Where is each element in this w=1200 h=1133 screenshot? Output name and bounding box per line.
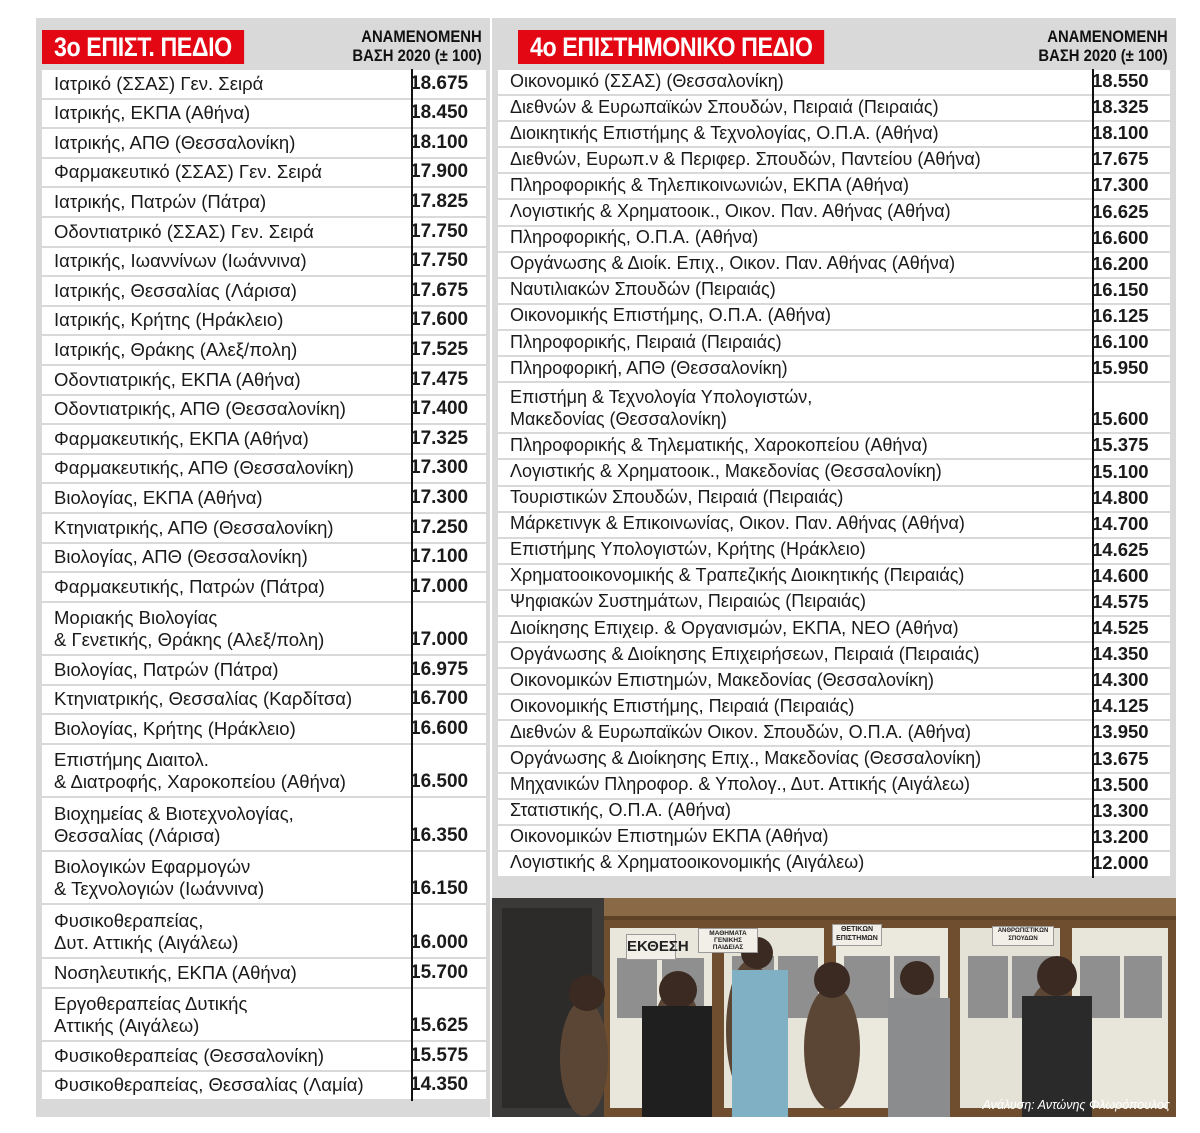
- left-header-line2: ΒΑΣΗ 2020 (± 100): [352, 47, 482, 65]
- program-name: Ιατρικής, Κρήτης (Ηράκλειο): [54, 309, 284, 331]
- table-row: [42, 798, 486, 850]
- sign-ekthesi: ΕΚΘΕΣΗ: [626, 934, 676, 960]
- program-name: Ιατρικής, Πατρών (Πάτρα): [54, 190, 267, 212]
- program-name: Μοριακής Βιολογίας & Γενετικής, Θράκης (Αλεξ/πολη): [54, 607, 325, 651]
- table-row: [498, 747, 1170, 771]
- expected-base-score: 17.825: [410, 190, 469, 212]
- expected-base-score: 17.600: [410, 309, 469, 331]
- sign-mathimata: ΜΑΘΗΜΑΤΑ ΓΕΝΙΚΗΣ ΠΑΙΔΕΙΑΣ: [698, 928, 758, 953]
- table-row: [42, 455, 486, 483]
- table-row: [42, 603, 486, 655]
- program-name: Διεθνών & Ευρωπαϊκών Οικον. Σπουδών, Ο.Π.Α. (Αθήνα): [510, 721, 971, 742]
- program-name: Διεθνών & Ευρωπαϊκών Σπουδών, Πειραιά (Πειραιάς): [510, 96, 939, 117]
- program-name: Ναυτιλιακών Σπουδών (Πειραιάς): [510, 279, 776, 300]
- program-name: Λογιστικής & Χρηματοοικ., Μακεδονίας (Θεσσαλονίκη): [510, 461, 942, 481]
- program-name: Διοικητικής Επιστήμης & Τεχνολογίας, Ο.Π.Α. (Αθήνα): [510, 122, 939, 143]
- table-row: [42, 1042, 486, 1070]
- expected-base-score: 17.525: [410, 338, 469, 360]
- program-name: Οδοντιατρικής, ΑΠΘ (Θεσσαλονίκη): [54, 398, 346, 420]
- table-row: [498, 305, 1170, 329]
- program-name: Οικονομικών Επιστημών, Μακεδονίας (Θεσσαλονίκη): [510, 669, 935, 690]
- expected-base-score: 16.000: [410, 931, 469, 953]
- table-row: [498, 669, 1170, 693]
- program-name: Βιολογίας, ΕΚΠΑ (Αθήνα): [54, 486, 263, 508]
- expected-base-score: 17.000: [410, 575, 469, 597]
- table-row: [42, 336, 486, 364]
- sign-thetikon: ΘΕΤΙΚΩΝ ΕΠΙΣΤΗΜΩΝ: [832, 924, 882, 946]
- expected-base-score: 17.000: [410, 629, 469, 651]
- table-row: [42, 277, 486, 305]
- table-row: [42, 959, 486, 987]
- right-header-line1: ΑΝΑΜΕΝΟΜΕΝΗ: [1047, 28, 1168, 46]
- table-row: [42, 745, 486, 797]
- program-name: Πληροφορικής & Τηλεπικοινωνιών, ΕΚΠΑ (Αθήνα): [510, 174, 910, 195]
- program-name: Βιολογικών Εφαρμογών & Τεχνολογιών (Ιωάννινα): [54, 856, 265, 900]
- expected-base-score: 16.975: [410, 658, 469, 680]
- expected-base-score: 15.700: [410, 961, 469, 983]
- table-row: [42, 656, 486, 684]
- table-row: [42, 248, 486, 276]
- sign-anthropistikon: ΑΝΘΡΩΠΙΣΤΙΚΩΝ ΣΠΟΥΔΩΝ: [992, 926, 1054, 946]
- expected-base-score: 15.600: [1092, 408, 1149, 430]
- table-row: [42, 1072, 486, 1100]
- table-row: [498, 513, 1170, 537]
- expected-base-score: 16.500: [410, 771, 469, 793]
- program-name: Λογιστικής & Χρηματοοικ., Οικον. Παν. Αθήνας (Αθήνα): [510, 201, 951, 222]
- program-name: Διοίκησης Επιχειρ. & Οργανισμών, ΕΚΠΑ, ΝΕΟ (Αθήνα): [510, 617, 959, 638]
- program-name: Πληροφορική, ΑΠΘ (Θεσσαλονίκη): [510, 357, 788, 378]
- table-row: [42, 514, 486, 542]
- expected-base-score: 13.500: [1092, 773, 1149, 795]
- table-row: [42, 396, 486, 424]
- program-name: Τουριστικών Σπουδών, Πειραιά (Πειραιάς): [510, 487, 844, 508]
- expected-base-score: 17.675: [410, 279, 469, 301]
- program-name: Οδοντιατρικής, ΕΚΠΑ (Αθήνα): [54, 368, 301, 390]
- expected-base-score: 17.750: [410, 250, 469, 272]
- expected-base-score: 18.100: [1092, 122, 1149, 144]
- program-name: Ιατρικής, ΕΚΠΑ (Αθήνα): [54, 102, 251, 124]
- program-name: Οικονομικής Επιστήμης, Πειραιά (Πειραιάς): [510, 695, 855, 716]
- table-row: [498, 539, 1170, 563]
- program-name: Φαρμακευτικής, ΑΠΘ (Θεσσαλονίκη): [54, 457, 354, 479]
- expected-base-score: 14.800: [1092, 486, 1149, 508]
- expected-base-score: 17.250: [410, 516, 469, 538]
- photo-credit: Ανάλυση: Αντώνης Φλωρόπουλος: [982, 1098, 1170, 1112]
- table-row: [498, 357, 1170, 381]
- program-name: Φυσικοθεραπείας (Θεσσαλονίκη): [54, 1044, 324, 1066]
- expected-base-score: 17.100: [410, 546, 469, 568]
- program-name: Ιατρικό (ΣΣΑΣ) Γεν. Σειρά: [54, 72, 264, 94]
- left-header-line1: ΑΝΑΜΕΝΟΜΕΝΗ: [361, 28, 482, 46]
- table-row: [42, 715, 486, 743]
- right-column-header: [1039, 28, 1168, 66]
- program-name: Μηχανικών Πληροφορ. & Υπολογ., Δυτ. Αττικής (Αιγάλεω): [510, 774, 971, 795]
- table-row: [498, 331, 1170, 355]
- expected-base-score: 16.100: [1092, 331, 1149, 353]
- expected-base-score: 14.600: [1092, 564, 1149, 586]
- expected-base-score: 17.750: [410, 220, 469, 242]
- program-name: Οργάνωσης & Διοίκ. Επιχ., Οικον. Παν. Αθήνας (Αθήνα): [510, 253, 956, 274]
- program-name: Επιστήμης Διαιτολ. & Διατροφής, Χαροκοπείου (Αθήνα): [54, 749, 346, 793]
- students-photo: [492, 898, 1176, 1117]
- program-name: Οργάνωσης & Διοίκησης Επιχ., Μακεδονίας (Θεσσαλονίκη): [510, 748, 982, 769]
- table-row: [498, 174, 1170, 198]
- expected-base-score: 18.675: [410, 72, 469, 94]
- expected-base-score: 16.150: [410, 878, 469, 900]
- program-name: Στατιστικής, Ο.Π.Α. (Αθήνα): [510, 800, 731, 821]
- program-name: Ιατρικής, ΑΠΘ (Θεσσαλονίκη): [54, 131, 296, 153]
- table-row: [498, 721, 1170, 745]
- table-row: [498, 695, 1170, 719]
- expected-base-score: 18.100: [410, 131, 469, 153]
- program-name: Φυσικοθεραπείας, Δυτ. Αττικής (Αιγάλεω): [54, 909, 239, 953]
- table-row: [498, 200, 1170, 224]
- table-row: [498, 96, 1170, 120]
- table-row: [42, 129, 486, 157]
- expected-base-score: 16.125: [1092, 304, 1149, 326]
- expected-base-score: 16.350: [410, 824, 469, 846]
- right-panel-title: 4ο ΕΠΙΣΤΗΜΟΝΙΚΟ ΠΕΔΙΟ: [518, 30, 824, 64]
- right-panel: [492, 18, 1176, 1117]
- expected-base-score: 14.525: [1092, 617, 1149, 639]
- table-row: [42, 573, 486, 601]
- expected-base-score: 13.675: [1092, 747, 1149, 769]
- table-row: [42, 484, 486, 512]
- program-name: Βιοχημείας & Βιοτεχνολογίας, Θεσσαλίας (Λάρισα): [54, 802, 294, 846]
- program-name: Μάρκετινγκ & Επικοινωνίας, Οικον. Παν. Αθήνας (Αθήνα): [510, 513, 965, 534]
- expected-base-score: 15.575: [410, 1044, 469, 1066]
- program-name: Ιατρικής, Θράκης (Αλεξ/πολη): [54, 338, 298, 360]
- table-row: [498, 617, 1170, 641]
- program-name: Επιστήμη & Τεχνολογία Υπολογιστών, Μακεδονίας (Θεσσαλονίκη): [510, 387, 813, 429]
- table-row: [42, 159, 486, 187]
- program-name: Χρηματοοικονομικής & Τραπεζικής Διοικητικής (Πειραιάς): [510, 565, 965, 586]
- table-row: [42, 425, 486, 453]
- expected-base-score: 15.950: [1092, 357, 1149, 379]
- table-row: [498, 227, 1170, 251]
- expected-base-score: 16.600: [410, 717, 469, 739]
- expected-base-score: 16.200: [1092, 252, 1149, 274]
- expected-base-score: 15.100: [1092, 460, 1149, 482]
- table-row: [42, 544, 486, 572]
- expected-base-score: 17.675: [1092, 148, 1149, 170]
- program-name: Οδοντιατρικό (ΣΣΑΣ) Γεν. Σειρά: [54, 220, 314, 242]
- expected-base-score: 15.375: [1092, 434, 1149, 456]
- program-name: Φαρμακευτικής, Πατρών (Πάτρα): [54, 575, 325, 597]
- expected-base-score: 18.550: [1092, 70, 1149, 92]
- program-name: Κτηνιατρικής, ΑΠΘ (Θεσσαλονίκη): [54, 516, 334, 538]
- table-row: [42, 366, 486, 394]
- expected-base-score: 13.300: [1092, 799, 1149, 821]
- left-table: [42, 70, 486, 1101]
- expected-base-score: 14.350: [1092, 643, 1149, 665]
- expected-base-score: 17.900: [410, 161, 469, 183]
- program-name: Φαρμακευτικής, ΕΚΠΑ (Αθήνα): [54, 427, 309, 449]
- table-row: [42, 218, 486, 246]
- program-name: Φαρμακευτικό (ΣΣΑΣ) Γεν. Σειρά: [54, 161, 322, 183]
- table-row: [42, 905, 486, 957]
- table-row: [498, 253, 1170, 277]
- table-row: [42, 307, 486, 335]
- expected-base-score: 14.625: [1092, 538, 1149, 560]
- table-row: [498, 643, 1170, 667]
- table-row: [498, 70, 1170, 94]
- table-row: [42, 100, 486, 128]
- expected-base-score: 16.600: [1092, 226, 1149, 248]
- expected-base-score: 15.625: [410, 1015, 469, 1037]
- table-row: [498, 279, 1170, 303]
- expected-base-score: 16.150: [1092, 278, 1149, 300]
- program-name: Ιατρικής, Θεσσαλίας (Λάρισα): [54, 279, 297, 301]
- expected-base-score: 16.625: [1092, 200, 1149, 222]
- table-row: [498, 826, 1170, 850]
- program-name: Οργάνωσης & Διοίκησης Επιχειρήσεων, Πειραιά (Πειραιάς): [510, 643, 980, 664]
- program-name: Οικονομικών Επιστημών ΕΚΠΑ (Αθήνα): [510, 826, 829, 847]
- table-row: [42, 686, 486, 714]
- program-name: Βιολογίας, ΑΠΘ (Θεσσαλονίκη): [54, 546, 308, 568]
- table-row: [498, 460, 1170, 484]
- expected-base-score: 14.125: [1092, 695, 1149, 717]
- program-name: Οικονομικής Επιστήμης, Ο.Π.Α. (Αθήνα): [510, 305, 832, 326]
- program-name: Πληροφορικής, Πειραιά (Πειραιάς): [510, 331, 782, 352]
- table-row: [498, 487, 1170, 511]
- program-name: Επιστήμης Υπολογιστών, Κρήτης (Ηράκλειο): [510, 539, 866, 560]
- table-row: [498, 565, 1170, 589]
- program-name: Λογιστικής & Χρηματοοικονομικής (Αιγάλεω): [510, 852, 865, 873]
- table-row: [498, 852, 1170, 876]
- table-row: [498, 434, 1170, 458]
- right-header-line2: ΒΑΣΗ 2020 (± 100): [1038, 47, 1168, 65]
- table-row: [498, 591, 1170, 615]
- expected-base-score: 13.950: [1092, 721, 1149, 743]
- program-name: Πληροφορικής, Ο.Π.Α. (Αθήνα): [510, 227, 759, 248]
- expected-base-score: 16.700: [410, 688, 469, 710]
- program-name: Διεθνών, Ευρωπ.ν & Περιφερ. Σπουδών, Παντείου (Αθήνα): [510, 148, 981, 169]
- program-name: Βιολογίας, Κρήτης (Ηράκλειο): [54, 717, 296, 739]
- table-row: [42, 70, 486, 98]
- left-panel: [36, 18, 490, 1117]
- table-row: [498, 774, 1170, 798]
- program-name: Φυσικοθεραπείας, Θεσσαλίας (Λαμία): [54, 1074, 364, 1096]
- table-row: [42, 989, 486, 1041]
- table-row: [498, 383, 1170, 432]
- expected-base-score: 17.300: [410, 486, 469, 508]
- program-name: Εργοθεραπείας Δυτικής Αττικής (Αιγάλεω): [54, 993, 248, 1037]
- program-name: Οικονομικό (ΣΣΑΣ) (Θεσσαλονίκη): [510, 70, 784, 91]
- program-name: Ιατρικής, Ιωαννίνων (Ιωάννινα): [54, 250, 307, 272]
- left-column-header: [353, 28, 482, 66]
- expected-base-score: 18.325: [1092, 96, 1149, 118]
- expected-base-score: 17.300: [410, 457, 469, 479]
- right-table: [498, 70, 1170, 878]
- program-name: Ψηφιακών Συστημάτων, Πειραιώς (Πειραιάς): [510, 591, 866, 612]
- expected-base-score: 14.700: [1092, 512, 1149, 534]
- program-name: Πληροφορικής & Τηλεματικής, Χαροκοπείου (Αθήνα): [510, 434, 928, 455]
- table-row: [498, 800, 1170, 824]
- expected-base-score: 14.350: [410, 1074, 469, 1096]
- table-row: [42, 852, 486, 904]
- expected-base-score: 17.475: [410, 368, 469, 390]
- program-name: Βιολογίας, Πατρών (Πάτρα): [54, 658, 279, 680]
- program-name: Νοσηλευτικής, ΕΚΠΑ (Αθήνα): [54, 961, 297, 983]
- program-name: Κτηνιατρικής, Θεσσαλίας (Καρδίτσα): [54, 688, 353, 710]
- expected-base-score: 17.325: [410, 427, 469, 449]
- left-panel-title: 3ο ΕΠΙΣΤ. ΠΕΔΙΟ: [42, 30, 244, 64]
- expected-base-score: 13.200: [1092, 825, 1149, 847]
- table-row: [498, 148, 1170, 172]
- expected-base-score: 17.300: [1092, 174, 1149, 196]
- expected-base-score: 12.000: [1092, 851, 1149, 873]
- expected-base-score: 14.300: [1092, 669, 1149, 691]
- table-row: [42, 188, 486, 216]
- expected-base-score: 18.450: [410, 102, 469, 124]
- table-row: [498, 122, 1170, 146]
- expected-base-score: 14.575: [1092, 590, 1149, 612]
- expected-base-score: 17.400: [410, 398, 469, 420]
